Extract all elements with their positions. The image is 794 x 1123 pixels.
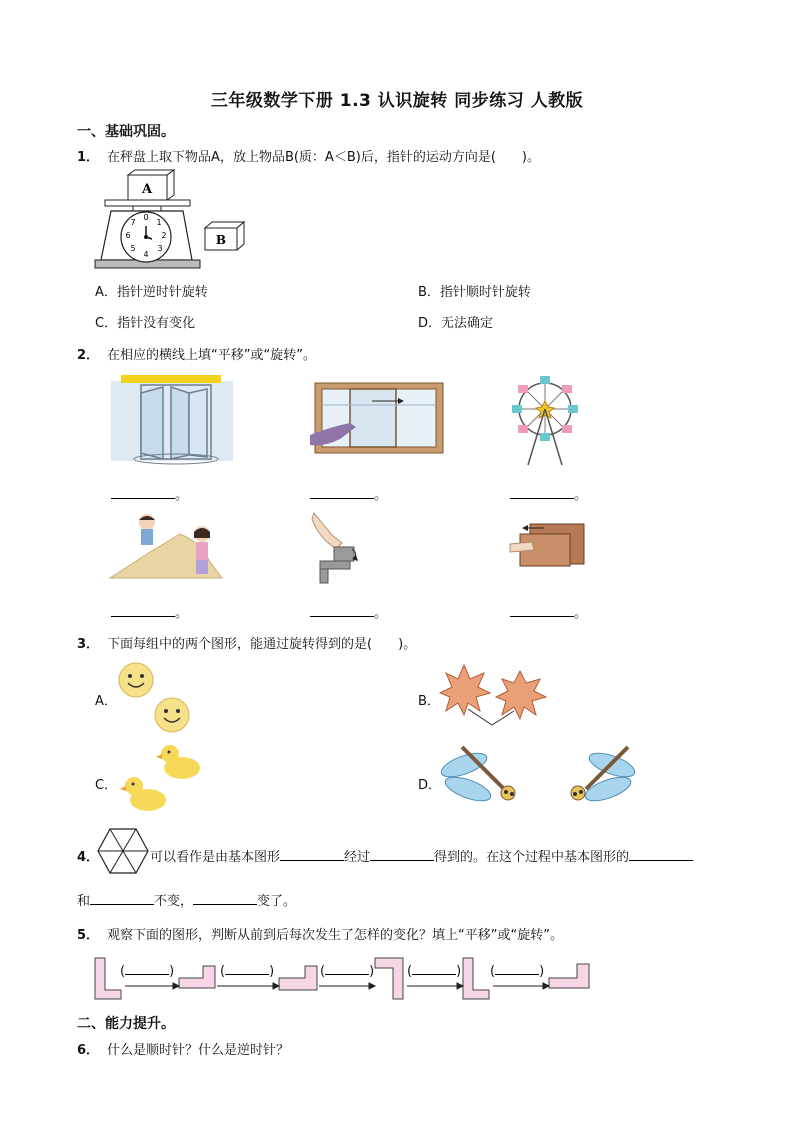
revolving-door-image: [111, 375, 233, 465]
q5-blank-5[interactable]: ( ): [490, 964, 545, 979]
scale-illustration: [95, 170, 250, 272]
question-text: 什么是顺时针？什么是逆时针？: [107, 1043, 290, 1058]
l-shape-5: [463, 958, 489, 999]
question-text: 在秤盘上取下物品A，放上物品B(质：A＜B)后，指针的运动方向是( )。: [107, 150, 540, 165]
dial-tick-label: 0: [143, 213, 149, 222]
box-b-label: B: [215, 233, 227, 247]
dial-tick-label: 3: [157, 244, 163, 253]
q1-option-d[interactable]: D．无法确定: [418, 316, 494, 331]
sliding-window-image: [310, 383, 445, 453]
q5-blank-3[interactable]: ( ): [320, 964, 375, 979]
q5-blank-4[interactable]: ( ): [407, 964, 462, 979]
smiley-face-icon: [155, 698, 189, 732]
l-shape-3: [279, 966, 317, 990]
q3-option-b[interactable]: B．: [418, 694, 440, 709]
dial-tick-label: 4: [143, 250, 149, 259]
q5-blank-2[interactable]: ( ): [220, 964, 275, 979]
question-text: 下面每组中的两个图形，能通过旋转得到的是( )。: [107, 637, 417, 652]
ducklings-image: [118, 742, 204, 814]
question-number: 6．: [77, 1043, 100, 1058]
l-shape-4: [375, 958, 403, 999]
question-4-line1: 可以看作是由基本图形 经过 得到的。在这个过程中基本图形的: [150, 846, 750, 865]
kids-slide-image: [110, 512, 225, 582]
q2-answer-1[interactable]: 。: [111, 484, 188, 503]
dragonflies-image: [442, 745, 637, 811]
drawer-image: [510, 524, 585, 568]
q1-option-b[interactable]: B．指针顺时针旋转: [418, 285, 531, 300]
q1-option-c[interactable]: C．指针没有变化: [95, 316, 196, 331]
smiley-face-icon: [119, 663, 153, 697]
question-number: 3．: [77, 637, 100, 652]
q1-option-a[interactable]: A．指针逆时针旋转: [95, 285, 208, 300]
q3-option-d[interactable]: D．: [418, 778, 442, 793]
page-title: 三年级数学下册 1.3 认识旋转 同步练习 人教版: [210, 91, 584, 111]
question-number: 4．: [77, 850, 100, 865]
dial-tick-label: 2: [161, 231, 167, 240]
ferris-wheel-image: [510, 373, 580, 467]
box-a-label: A: [141, 182, 153, 197]
q2-answer-6[interactable]: 。: [510, 602, 587, 621]
q2-answer-5[interactable]: 。: [310, 602, 387, 621]
section-advanced: 二、能力提升。: [77, 1016, 175, 1032]
question-number: 2．: [77, 348, 100, 363]
question-text: 观察下面的图形，判断从前到后每次发生了怎样的变化？填上“平移”或“旋转”。: [107, 928, 563, 943]
maple-leaves-image: [440, 663, 546, 727]
dragonfly-icon: [571, 747, 638, 806]
dial-tick-label: 5: [130, 244, 136, 253]
question-3: [77, 633, 416, 652]
box-b: [205, 222, 244, 250]
dial-tick-label: 6: [125, 231, 131, 240]
l-shape-2: [179, 966, 215, 988]
duck-icon: [120, 777, 166, 811]
question-6: [77, 1039, 289, 1058]
faucet-image: [312, 513, 367, 585]
q5-blank-1[interactable]: ( ): [120, 964, 175, 979]
question-text: 在相应的横线上填“平移”或“旋转”。: [107, 348, 316, 363]
l-shape-1: [95, 958, 121, 999]
smiley-faces-image: [118, 662, 193, 734]
duck-icon: [156, 745, 200, 779]
q4-blank-attr3[interactable]: [193, 892, 257, 905]
dial-tick-label: 1: [156, 218, 162, 227]
q3-option-a[interactable]: A．: [95, 694, 117, 709]
question-number: 1．: [77, 150, 100, 165]
q4-blank-shape[interactable]: [280, 848, 344, 861]
q4-blank-process[interactable]: [370, 848, 434, 861]
q3-option-c[interactable]: C．: [95, 778, 118, 793]
hexagon-figure: [97, 828, 149, 874]
q4-blank-attr1[interactable]: [629, 848, 693, 861]
dragonfly-icon: [438, 747, 515, 806]
q2-answer-4[interactable]: 。: [111, 602, 188, 621]
l-shape-6: [549, 964, 589, 988]
q2-answer-2[interactable]: 。: [310, 484, 387, 503]
dial-tick-label: 7: [130, 218, 136, 227]
section-basic: 一、基础巩固。: [77, 124, 175, 140]
question-1: [77, 146, 540, 165]
q2-answer-3[interactable]: 。: [510, 484, 587, 503]
box-a: [128, 170, 174, 200]
question-number: 5．: [77, 928, 100, 943]
q4-blank-attr2[interactable]: [90, 892, 154, 905]
question-2: [77, 344, 316, 363]
question-4-line2: 和 不变， 变了。: [77, 894, 297, 909]
question-5: [77, 924, 563, 943]
